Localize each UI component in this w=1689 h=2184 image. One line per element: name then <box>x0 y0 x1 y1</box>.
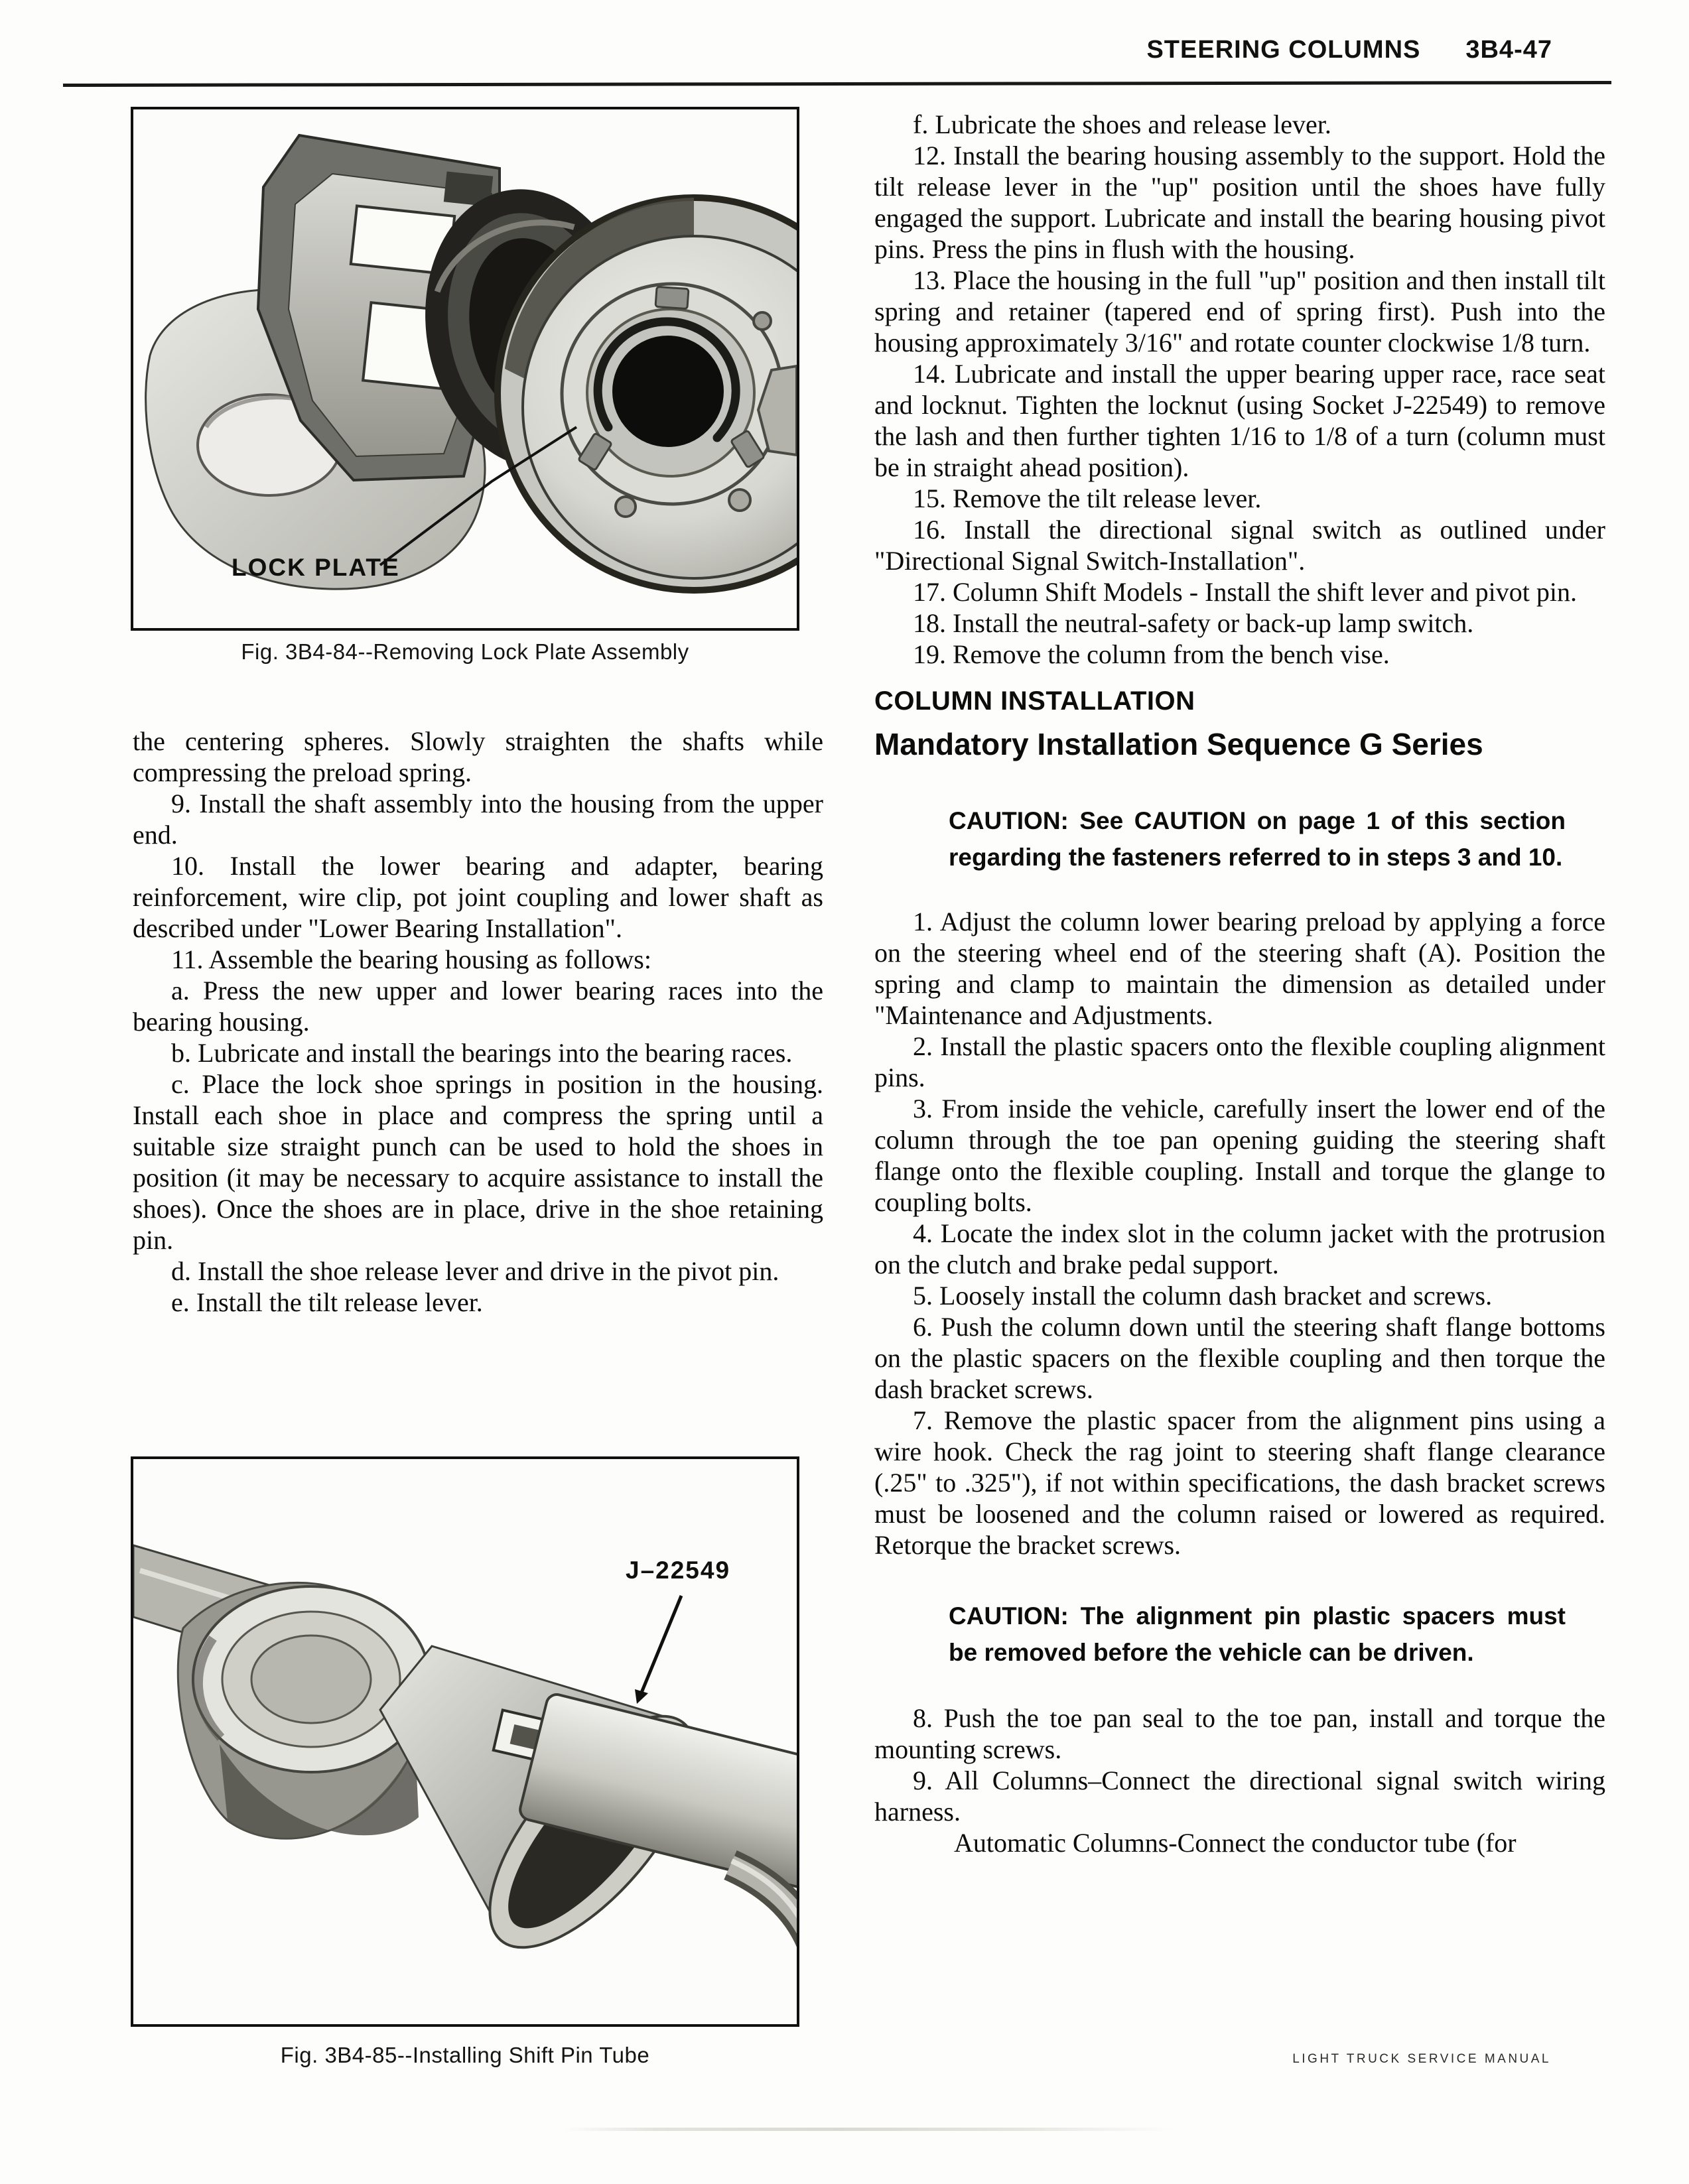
paragraph: 2. Install the plastic spacers onto the flexible coupling alignment pins. <box>874 1031 1605 1092</box>
paragraph: d. Install the shoe release lever and drive in the pivot pin. <box>171 1256 779 1286</box>
paragraph: 16. Install the directional signal switch as outlined under "Directional Signal Switch-Installation". <box>874 515 1605 576</box>
figure-3b4-84-caption: Fig. 3B4-84--Removing Lock Plate Assembly <box>241 639 689 664</box>
paragraph: 6. Push the column down until the steering shaft flange bottoms on the plastic spacers on the flexible coupling and then torque the dash bracket screws. <box>874 1312 1605 1404</box>
paragraph: Automatic Columns-Connect the conductor tube (for <box>954 1828 1517 1858</box>
figure-3b4-84 <box>131 107 799 631</box>
paragraph: 15. Remove the tilt release lever. <box>913 483 1262 513</box>
heading-mandatory-sequence: Mandatory Installation Sequence G Series <box>874 727 1483 761</box>
paragraph: 4. Locate the index slot in the column jacket with the protrusion on the clutch and brake pedal support. <box>874 1218 1605 1279</box>
caution-note-1: CAUTION: See CAUTION on page 1 of this section regarding the fasteners referred to in steps 3 and 10. <box>949 807 1566 871</box>
j22549-label: J–22549 <box>626 1557 731 1584</box>
section-title: STEERING COLUMNS <box>1146 36 1421 64</box>
paragraph: 13. Place the housing in the full "up" position and then install tilt spring and retainer (tapered end of spring first). Push into the housing approximately 3/16" and rotate counter clockwise 1/8 turn. <box>874 265 1605 357</box>
figure-3b4-85 <box>131 1456 799 2027</box>
caution-note-2: CAUTION: The alignment pin plastic spacers must be removed before the vehicle can be driven. <box>949 1602 1566 1666</box>
paragraph: 18. Install the neutral-safety or back-up lamp switch. <box>913 608 1474 638</box>
paragraph: c. Place the lock shoe springs in position in the housing. Install each shoe in place and compress the spring until a suitable size straight punch can be used to hold the shoes in position (it may be necessary to acquire assistance to install the shoes). Once the shoes are in place, drive in the shoe retaining pin. <box>133 1069 823 1255</box>
paragraph: 7. Remove the plastic spacer from the alignment pins using a wire hook. Check the rag joint to steering shaft flange clearance (.25" to .325"), if not within specifications, the dash bracket screws must be loosened and the column raised or lowered as required. Retorque the bracket screws. <box>874 1405 1605 1560</box>
paragraph: 9. All Columns–Connect the directional signal switch wiring harness. <box>874 1766 1605 1827</box>
figure-3b4-85-caption: Fig. 3B4-85--Installing Shift Pin Tube <box>280 2043 650 2067</box>
paragraph: 3. From inside the vehicle, carefully insert the lower end of the column through the toe pan opening guiding the steering shaft flange onto the flexible coupling. Install and torque the glange to coupling bolts. <box>874 1094 1605 1217</box>
page-header <box>1146 36 1552 64</box>
lock-plate-label: LOCK PLATE <box>232 554 400 581</box>
page-number: 3B4-47 <box>1465 36 1552 64</box>
paragraph: a. Press the new upper and lower bearing races into the bearing housing. <box>133 976 823 1037</box>
heading-column-installation: COLUMN INSTALLATION <box>874 686 1195 716</box>
paragraph: 8. Push the toe pan seal to the toe pan, install and torque the mounting screws. <box>874 1703 1605 1764</box>
figure-3b4-85-image <box>133 1459 797 2024</box>
paragraph: 9. Install the shaft assembly into the housing from the upper end. <box>133 789 823 850</box>
paragraph: 17. Column Shift Models - Install the shift lever and pivot pin. <box>913 577 1578 607</box>
paragraph: 14. Lubricate and install the upper bearing upper race, race seat and locknut. Tighten the locknut (using Socket J-22549) to remove the lash and then further tighten 1/16 to 1/8 of a turn (column must be in straight ahead position). <box>874 359 1605 482</box>
scan-smudge <box>564 2128 1174 2131</box>
paragraph: 19. Remove the column from the bench vise. <box>913 639 1390 669</box>
paragraph: 1. Adjust the column lower bearing preload by applying a force on the steering wheel end of the steering shaft (A). Position the spring and clamp to maintain the dimension as detailed under "Maintenance and Adjustments. <box>874 907 1605 1030</box>
left-column <box>133 726 823 1318</box>
footer-manual-name: LIGHT TRUCK SERVICE MANUAL <box>1292 2052 1551 2066</box>
paragraph: the centering spheres. Slowly straighten the shafts while compressing the preload spring. <box>133 726 823 787</box>
paragraph: f. Lubricate the shoes and release lever. <box>913 109 1331 139</box>
paragraph: 10. Install the lower bearing and adapter, bearing reinforcement, wire clip, pot joint coupling and lower shaft as described under "Lower Bearing Installation". <box>133 851 823 943</box>
figure-3b4-84-image <box>133 109 797 628</box>
right-column <box>874 109 1605 1858</box>
paragraph: b. Lubricate and install the bearings into the bearing races. <box>171 1038 793 1068</box>
paragraph: e. Install the tilt release lever. <box>171 1287 483 1317</box>
paragraph: 11. Assemble the bearing housing as follows: <box>171 944 651 974</box>
paragraph: 12. Install the bearing housing assembly to the support. Hold the tilt release lever in the "up" position until the shoes have fully engaged the support. Lubricate and install the bearing housing pivot pins. Press the pins in flush with the housing. <box>874 141 1605 264</box>
header-rule <box>63 81 1611 87</box>
paragraph: 5. Loosely install the column dash bracket and screws. <box>913 1281 1493 1311</box>
